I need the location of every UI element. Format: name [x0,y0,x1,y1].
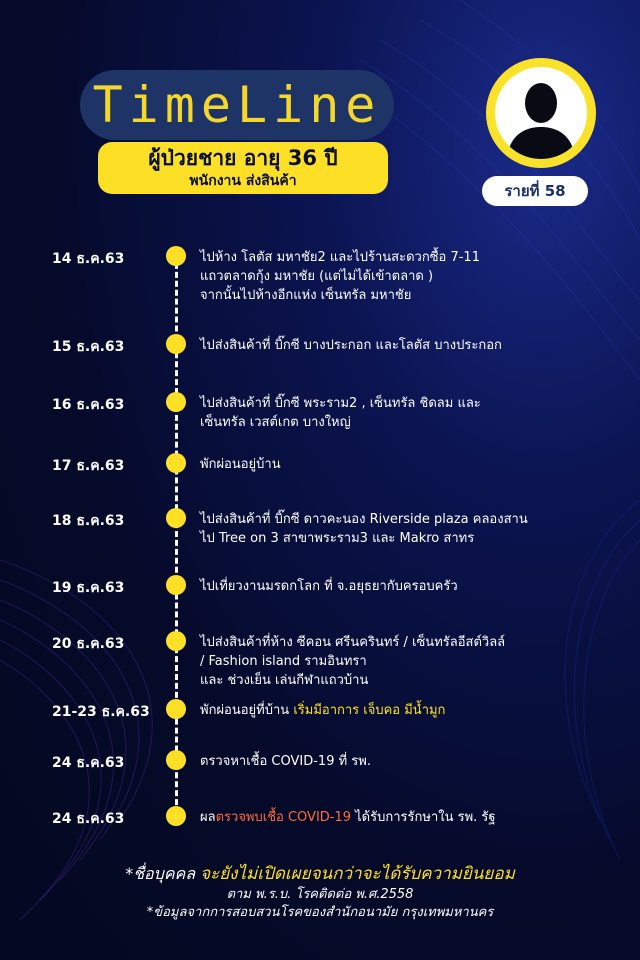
event-line: ตรวจหาเชื้อ COVID-19 ที่ รพ. [200,754,371,769]
event-line: แถวตลาดกุ้ง มหาชัย (แต่ไม่ได้เข้าตลาด ) [200,269,434,284]
patient-occupation: พนักงาน ส่งสินค้า [189,173,297,189]
timeline-event [200,633,620,690]
footer-disclaimer [0,862,640,886]
event-line: พักผ่อนอยู่บ้าน [200,457,281,472]
timeline-event [200,808,620,827]
timeline-event [200,336,620,355]
timeline-dot [166,453,186,473]
timeline-date: 15 ธ.ค.63 [52,339,125,355]
timeline-date: 16 ธ.ค.63 [52,397,125,413]
timeline-event [200,455,620,474]
timeline-dot [166,750,186,770]
event-text: พักผ่อนอยู่ที่บ้าน [200,703,294,718]
timeline-date: 24 ธ.ค.63 [52,811,125,827]
event-line: ไปห้าง โลตัส มหาชัย2 และไปร้านสะดวกซื้อ 7-11 [200,250,480,265]
event-line: ไปส่งสินค้าที่ห้าง ซีคอน ศรีนครินทร์ / เซ็นทรัลอีสต์วิลล์ [200,635,506,650]
page-title: TimeLine [92,76,382,134]
timeline-dot [166,631,186,651]
timeline-date: 17 ธ.ค.63 [52,458,125,474]
event-line: ไปส่งสินค้าที่ บิ๊กซี ดาวคะนอง Riverside plaza คลองสาน [200,512,528,527]
timeline-event [200,510,620,548]
footer-source: *ข้อมูลจากการสอบสวนโรคของสำนักอนามัย กรุงเทพมหานคร [146,905,494,920]
event-text: ได้รับการรักษาใน รพ. รัฐ [351,810,496,825]
timeline-dot [166,699,186,719]
avatar [486,58,596,168]
timeline-dot [166,508,186,528]
event-highlight: เริ่มมีอาการ เจ็บคอ มีน้ำมูก [293,703,446,718]
timeline-dot [166,575,186,595]
timeline-date: 19 ธ.ค.63 [52,580,125,596]
timeline-dot [166,392,186,412]
event-line: ไป Tree on 3 สาขาพระราม3 และ Makro สาทร [200,531,475,546]
timeline-event [200,248,620,305]
timeline-date: 24 ธ.ค.63 [52,755,125,771]
footer-line1-a: *ชื่อบุคคล [125,864,201,883]
footer-line1-b: จะยังไม่เปิดเผยจนกว่าจะได้รับความยินยอม [200,864,515,884]
event-line: ไปส่งสินค้าที่ บิ๊กซี บางประกอก และโลตัส บางประกอก [200,338,502,353]
person-silhouette-icon [495,67,587,159]
timeline-dot [166,806,186,826]
patient-info-box [98,142,388,194]
event-line: / Fashion island รามอินทรา [200,654,367,669]
event-line: ไปส่งสินค้าที่ บิ๊กซี พระราม2 , เซ็นทรัล ชิดลม และ [200,396,481,411]
timeline-event [200,701,620,720]
event-line [200,701,620,720]
event-line: ไปเที่ยวงานมรดกโลก ที่ จ.อยุธยากับครอบครัว [200,579,458,594]
timeline-event [200,577,620,596]
timeline-date: 21-23 ธ.ค.63 [52,704,150,720]
footer-law: ตาม พ.ร.บ. โรคติดต่อ พ.ศ.2558 [226,887,414,902]
event-highlight: ตรวจพบเชื้อ COVID-19 [215,810,352,825]
patient-title: ผู้ป่วยชาย อายุ 36 ปี [148,146,338,170]
event-line: และ ช่วงเย็น เล่นกีฬาแถวบ้าน [200,673,369,688]
timeline-dot [166,334,186,354]
footer [0,862,640,922]
timeline-dot [166,246,186,266]
timeline-date: 14 ธ.ค.63 [52,251,125,267]
event-text: ผล [200,810,216,825]
case-number-badge: รายที่ 58 [482,176,588,206]
timeline-date: 18 ธ.ค.63 [52,513,125,529]
timeline-date: 20 ธ.ค.63 [52,636,125,652]
title-pill [80,70,394,140]
event-line: เซ็นทรัล เวสต์เกต บางใหญ่ [200,415,351,430]
event-line [200,808,620,827]
timeline-event [200,394,620,432]
event-line: จากนั้นไปห้างอีกแห่ง เซ็นทรัล มหาชัย [200,288,412,303]
timeline-event [200,752,620,771]
